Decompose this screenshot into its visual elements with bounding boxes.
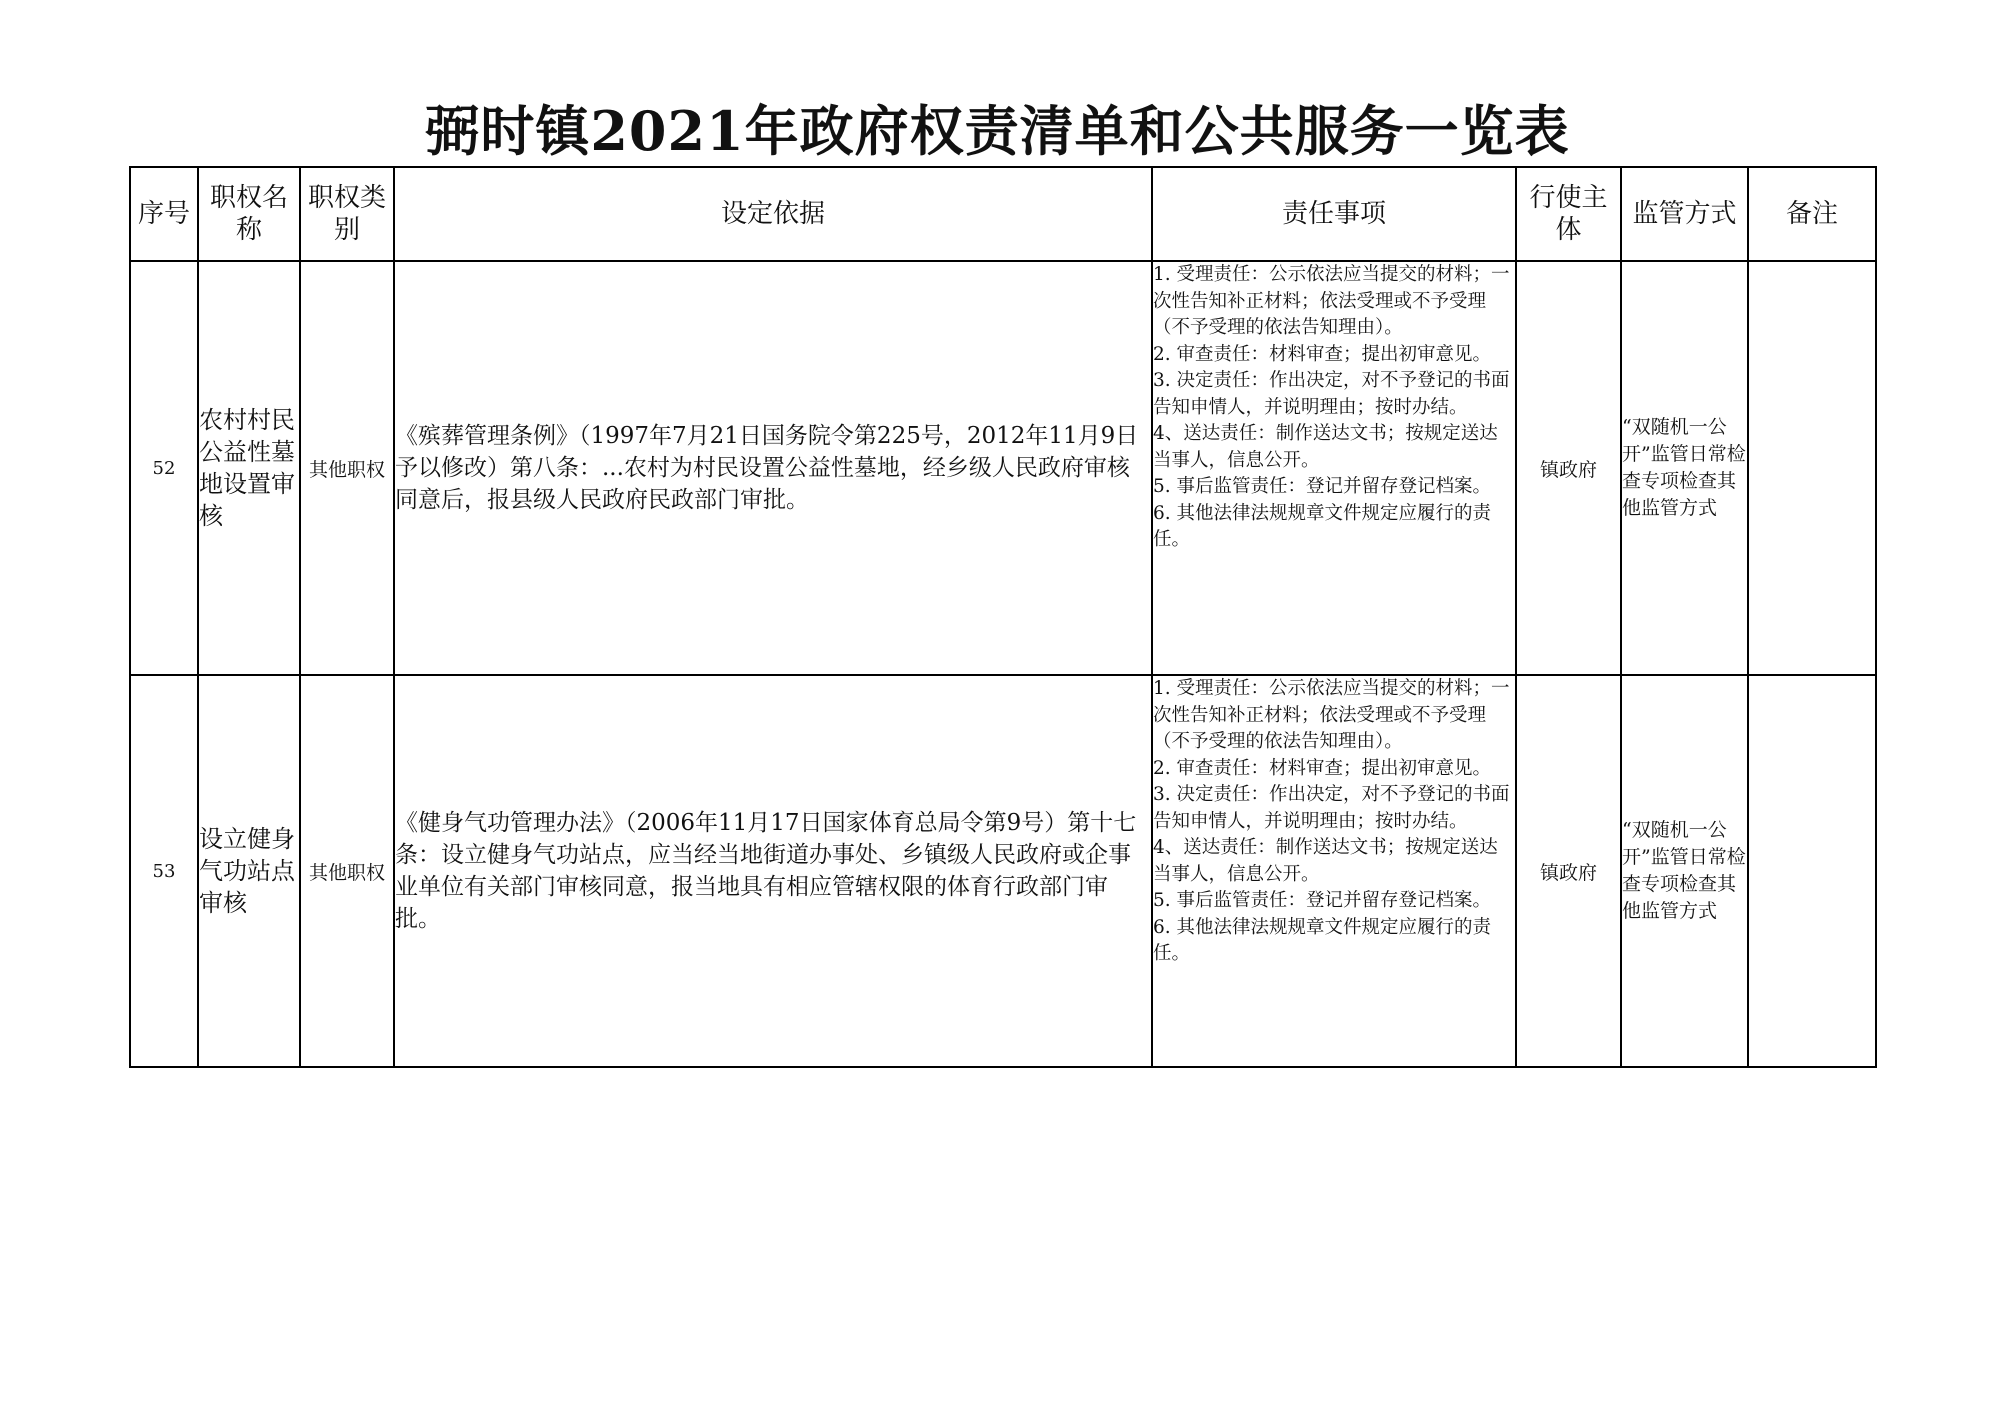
responsibility-item: 1. 受理责任：公示依法应当提交的材料；一次性告知补正材料；依法受理或不予受理（不予受理的依法告知理由）。 xyxy=(1153,264,1510,338)
table-row xyxy=(130,261,1876,675)
header-name: 职权名称 xyxy=(198,167,300,261)
cell-seq: 52 xyxy=(130,261,198,675)
cell-supervision: “双随机一公开”监管日常检查专项检查其他监管方式 xyxy=(1621,675,1748,1067)
cell-note xyxy=(1748,261,1876,675)
header-note: 备注 xyxy=(1748,167,1876,261)
cell-responsibility xyxy=(1152,675,1516,1067)
responsibility-item: 2. 审查责任：材料审查；提出初审意见。 xyxy=(1153,343,1492,365)
cell-responsibility xyxy=(1152,261,1516,675)
responsibility-table xyxy=(129,166,1877,1068)
responsibility-item: 5. 事后监管责任：登记并留存登记档案。 xyxy=(1153,476,1492,497)
responsibility-item: 2. 审查责任：材料审查；提出初审意见。 xyxy=(1153,757,1492,779)
header-seq: 序号 xyxy=(130,167,198,261)
cell-name: 农村村民公益性墓地设置审核 xyxy=(198,261,300,675)
header-subject: 行使主体 xyxy=(1516,167,1621,261)
responsibility-item: 3. 决定责任：作出决定，对不予登记的书面告知申情人，并说明理由；按时办结。 xyxy=(1153,784,1510,832)
cell-basis: 《殡葬管理条例》（1997年7月21日国务院令第225号，2012年11月9日予以修改）第八条：...农村为村民设置公益性墓地，经乡级人民政府审核同意后，报县级人民政府民政部门审批。 xyxy=(394,261,1152,675)
cell-category: 其他职权 xyxy=(300,675,394,1067)
responsibility-item: 5. 事后监管责任：登记并留存登记档案。 xyxy=(1153,890,1492,911)
header-supervision: 监管方式 xyxy=(1621,167,1748,261)
table-header-row xyxy=(130,167,1876,261)
cell-note xyxy=(1748,675,1876,1067)
header-basis: 设定依据 xyxy=(394,167,1152,261)
responsibility-item: 4、送达责任：制作送达文书；按规定送达当事人，信息公开。 xyxy=(1153,423,1498,471)
header-category: 职权类别 xyxy=(300,167,394,261)
responsibility-item: 6. 其他法律法规规章文件规定应履行的责任。 xyxy=(1153,502,1492,550)
cell-subject: 镇政府 xyxy=(1516,675,1621,1067)
page-title: 弼时镇2021年政府权责清单和公共服务一览表 xyxy=(425,99,1570,163)
responsibility-item: 6. 其他法律法规规章文件规定应履行的责任。 xyxy=(1153,916,1492,964)
cell-category: 其他职权 xyxy=(300,261,394,675)
cell-supervision: “双随机一公开”监管日常检查专项检查其他监管方式 xyxy=(1621,261,1748,675)
cell-basis: 《健身气功管理办法》（2006年11月17日国家体育总局令第9号）第十七条：设立健身气功站点，应当经当地街道办事处、乡镇级人民政府或企事业单位有关部门审核同意，报当地具有相应管辖权限的体育行政部门审批。 xyxy=(394,675,1152,1067)
responsibility-item: 1. 受理责任：公示依法应当提交的材料；一次性告知补正材料；依法受理或不予受理（不予受理的依法告知理由）。 xyxy=(1153,678,1510,752)
responsibility-item: 4、送达责任：制作送达文书；按规定送达当事人，信息公开。 xyxy=(1153,837,1498,885)
responsibility-item: 3. 决定责任：作出决定，对不予登记的书面告知申情人，并说明理由；按时办结。 xyxy=(1153,370,1510,418)
cell-seq: 53 xyxy=(130,675,198,1067)
cell-name: 设立健身气功站点审核 xyxy=(198,675,300,1067)
table-row xyxy=(130,675,1876,1067)
cell-subject: 镇政府 xyxy=(1516,261,1621,675)
header-responsibility: 责任事项 xyxy=(1152,167,1516,261)
